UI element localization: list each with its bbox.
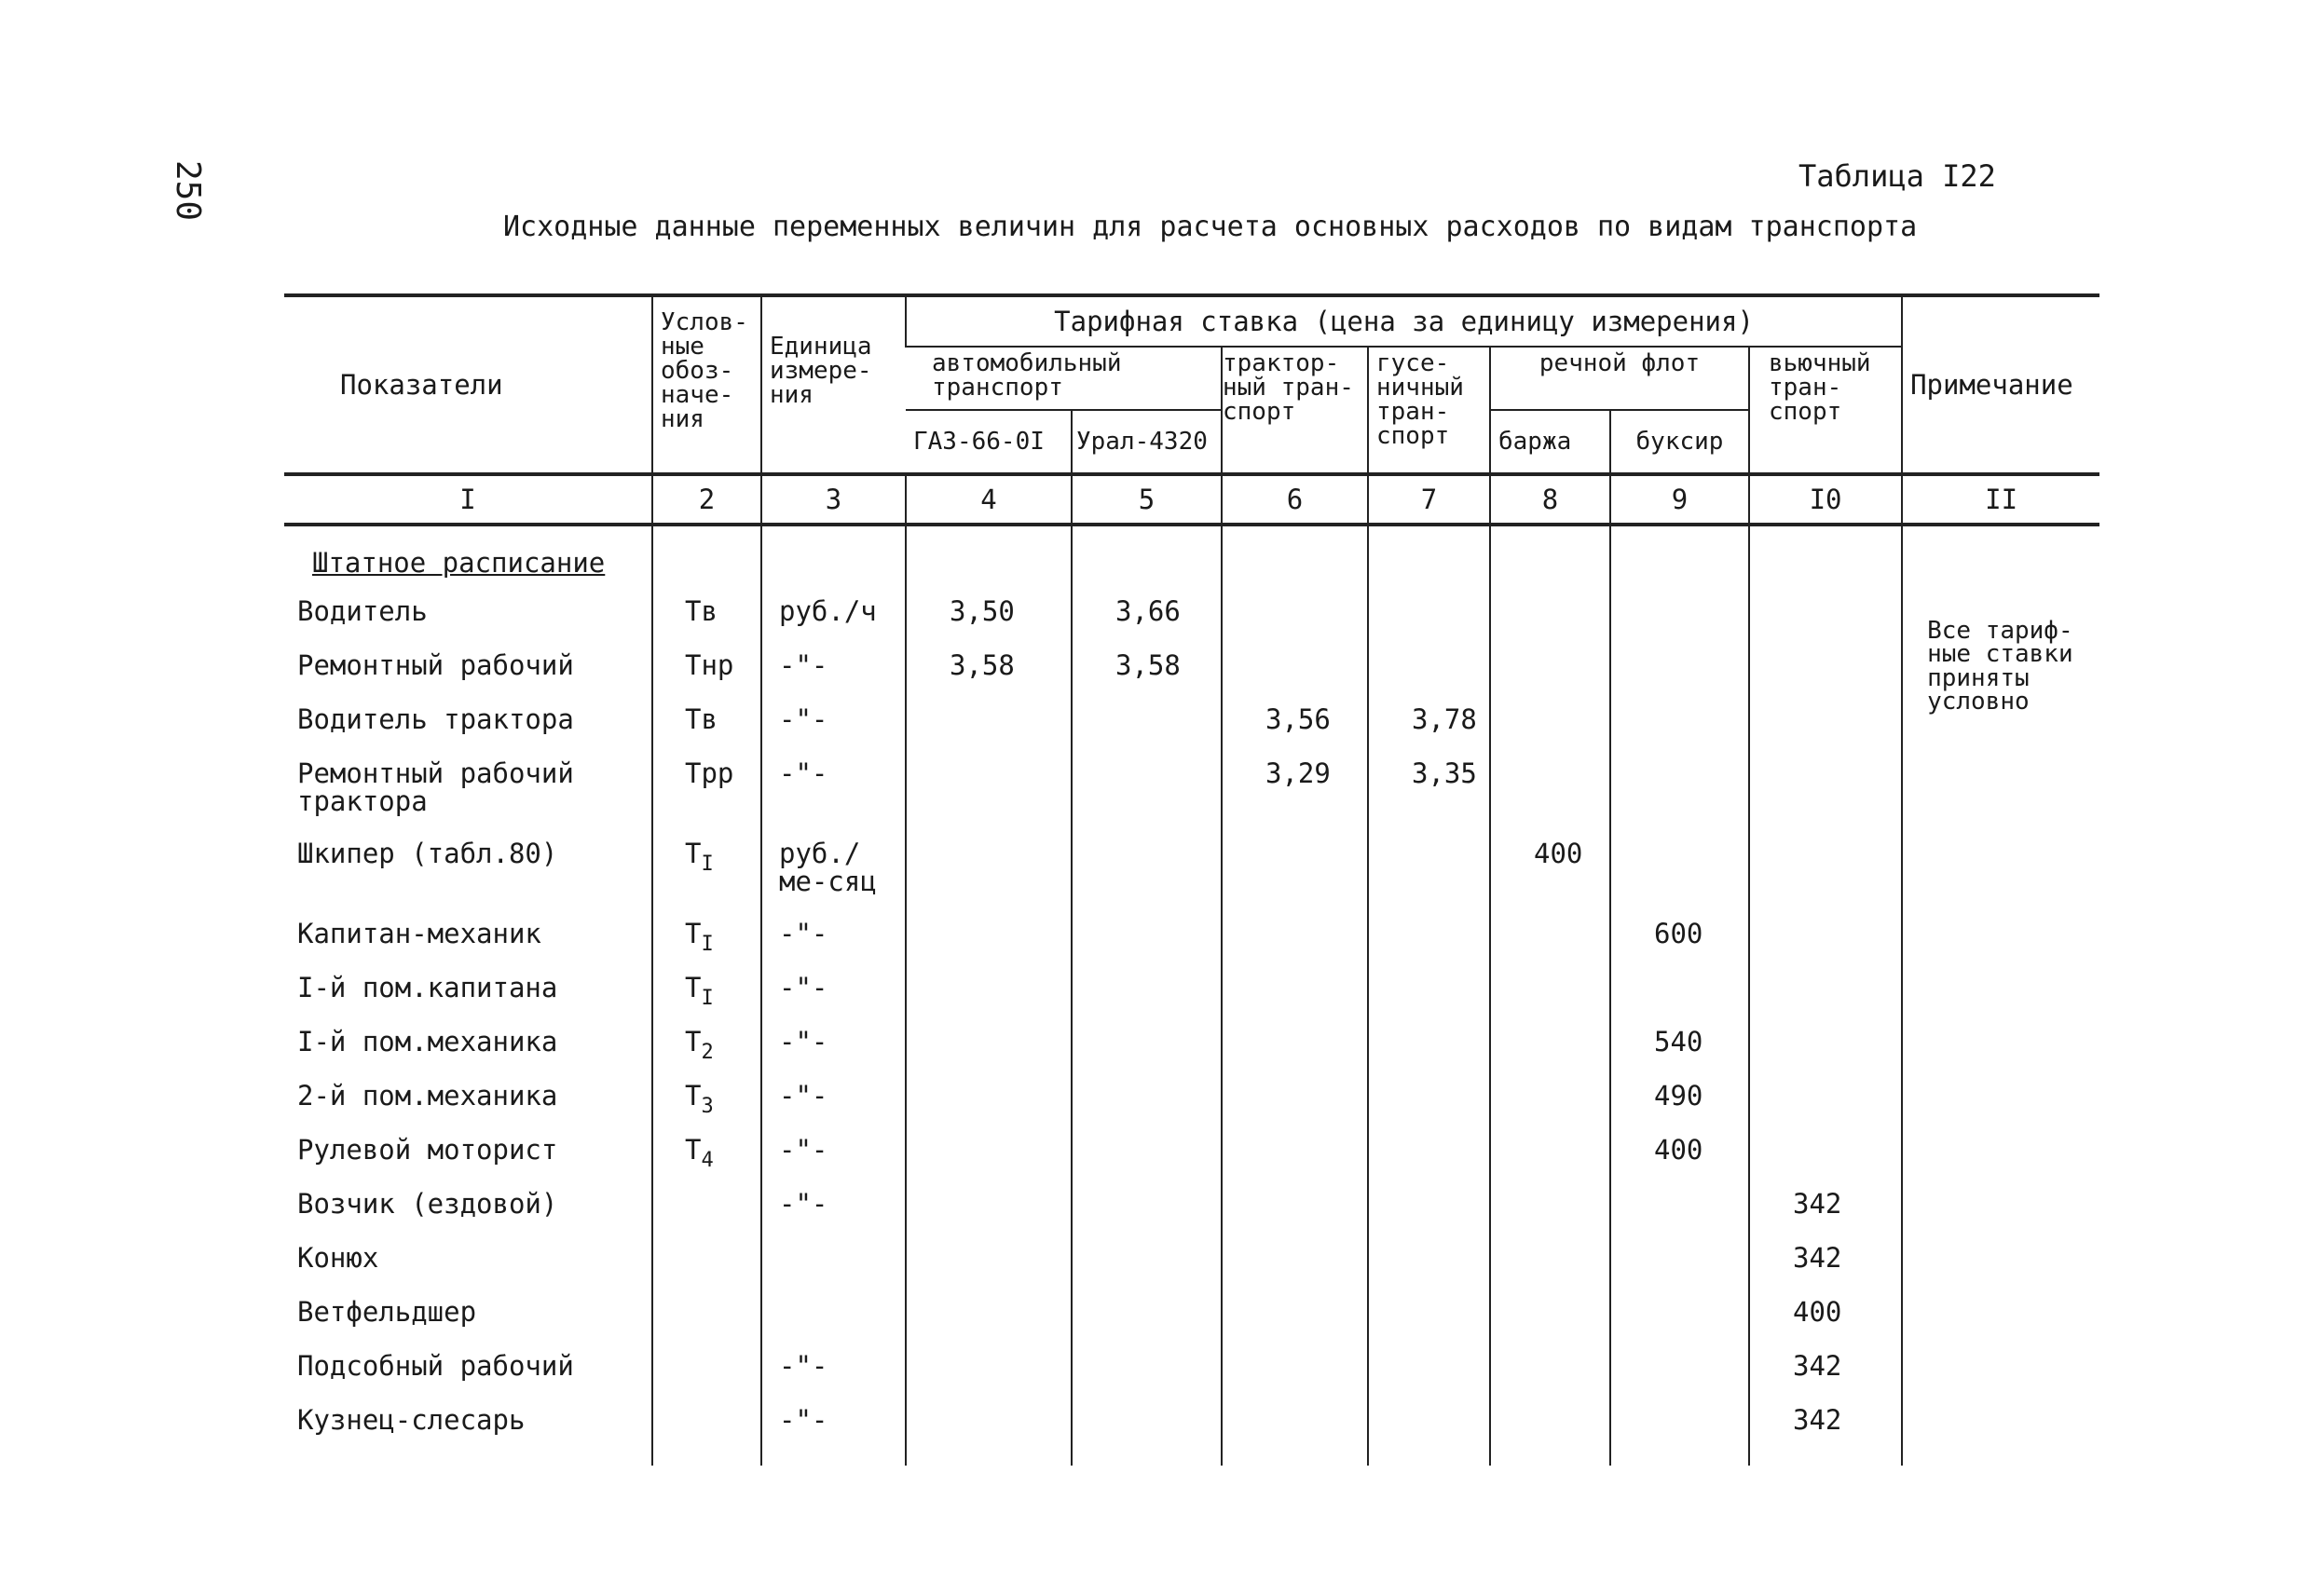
symbol-text: Трр [685, 757, 734, 789]
symbol-text: Тв [685, 595, 718, 627]
table-row [284, 1074, 2099, 1128]
tariff-value: 490 [1610, 1074, 1749, 1128]
tariff-value [906, 1236, 1072, 1290]
tariff-value [1368, 966, 1490, 1020]
table-row [284, 1344, 2099, 1398]
tariff-value [1610, 644, 1749, 698]
tariff-value [1072, 1074, 1222, 1128]
table-row [284, 590, 2099, 644]
tariff-value [1490, 1344, 1610, 1398]
table-row [284, 1236, 2099, 1290]
section-title: Штатное расписание [312, 547, 606, 579]
row-indicator: Водитель трактора [297, 703, 574, 735]
tariff-value [1749, 1074, 1902, 1128]
row-symbol [652, 832, 761, 912]
tariff-value [1368, 912, 1490, 966]
row-symbol [652, 1398, 761, 1466]
tariff-value: 400 [1490, 832, 1610, 912]
tariff-value: 342 [1749, 1344, 1902, 1398]
row-indicator: I-й пом.механика [297, 1026, 558, 1057]
tariff-value [1072, 966, 1222, 1020]
column-number: 3 [761, 474, 906, 525]
header-river-fleet: речной флот [1490, 347, 1749, 410]
tariff-value [906, 698, 1072, 752]
tariff-value [1610, 966, 1749, 1020]
header-auto-transport: автомобильный транспорт [906, 347, 1222, 410]
row-indicator: Ремонтный рабочий трактора [297, 757, 574, 818]
section-row [284, 525, 2099, 590]
tariff-value: 540 [1610, 1020, 1749, 1074]
header-caterpillar-transport: гусе-ничный тран-спорт [1368, 347, 1490, 474]
row-unit: -"- [761, 1398, 906, 1466]
tariff-value [1072, 1398, 1222, 1466]
row-indicator: Шкипер (табл.80) [297, 838, 558, 869]
symbol-text: Т [685, 1134, 702, 1166]
table-row [284, 1398, 2099, 1466]
row-indicator: Ремонтный рабочий [297, 649, 574, 681]
symbol-subscript: I [701, 987, 714, 1010]
tariff-value [1490, 1236, 1610, 1290]
row-unit [761, 1290, 906, 1344]
row-indicator: Ветфельдшер [297, 1296, 477, 1328]
row-unit [761, 1236, 906, 1290]
row-symbol [652, 1344, 761, 1398]
tariff-value [1368, 832, 1490, 912]
table-row [284, 832, 2099, 912]
tariff-value [1610, 832, 1749, 912]
symbol-text: Т [685, 972, 702, 1003]
table-label: Таблица I22 [1798, 158, 1996, 194]
row-symbol [652, 1020, 761, 1074]
tariff-value [1490, 966, 1610, 1020]
tariff-value [1368, 1128, 1490, 1182]
tariff-value [1368, 1020, 1490, 1074]
row-unit: -"- [761, 1128, 906, 1182]
tariff-value [1610, 1236, 1749, 1290]
tariff-value [1222, 644, 1368, 698]
tariff-value: 3,56 [1222, 698, 1368, 752]
tariff-value: 600 [1610, 912, 1749, 966]
row-unit: -"- [761, 644, 906, 698]
row-indicator: Подсобный рабочий [297, 1350, 574, 1382]
tariff-value [1490, 1020, 1610, 1074]
tariff-value [1072, 698, 1222, 752]
row-unit: -"- [761, 966, 906, 1020]
column-number: 2 [652, 474, 761, 525]
table-row [284, 966, 2099, 1020]
tariff-value [1222, 966, 1368, 1020]
symbol-subscript: I [701, 853, 714, 876]
tariff-value [1368, 590, 1490, 644]
tariff-value: 3,50 [906, 590, 1072, 644]
tariff-value [1490, 912, 1610, 966]
row-symbol [652, 912, 761, 966]
tariff-value [1072, 1344, 1222, 1398]
tariff-value [906, 1344, 1072, 1398]
table-row [284, 1290, 2099, 1344]
tariff-value [1222, 1344, 1368, 1398]
tariff-value [1222, 912, 1368, 966]
row-unit: -"- [761, 1020, 906, 1074]
header-symbols: Услов-ные обоз-наче-ния [652, 295, 761, 474]
tariff-value [906, 752, 1072, 832]
tariff-value [1368, 1182, 1490, 1236]
column-number: 9 [1610, 474, 1749, 525]
tariff-value [1610, 698, 1749, 752]
row-unit: -"- [761, 1182, 906, 1236]
tariff-value [1368, 1398, 1490, 1466]
row-symbol [652, 752, 761, 832]
tariff-value [906, 1182, 1072, 1236]
row-symbol [652, 644, 761, 698]
tariff-value [1610, 1344, 1749, 1398]
row-indicator: Водитель [297, 595, 428, 627]
row-symbol [652, 1182, 761, 1236]
column-number: I [284, 474, 652, 525]
symbol-text: Т [685, 838, 702, 869]
table-row [284, 698, 2099, 752]
tariff-value [1072, 1128, 1222, 1182]
tariff-value [1610, 1398, 1749, 1466]
header-tractor-transport: трактор-ный тран-спорт [1222, 347, 1368, 474]
column-number: 6 [1222, 474, 1368, 525]
row-indicator: Конюх [297, 1242, 379, 1274]
tariff-value [906, 966, 1072, 1020]
tariff-value [1490, 698, 1610, 752]
row-unit: -"- [761, 912, 906, 966]
table-body [284, 525, 2099, 1466]
tariff-value: 3,66 [1072, 590, 1222, 644]
tariff-value [1749, 966, 1902, 1020]
header-pack-transport: вьючный тран-спорт [1749, 347, 1902, 474]
row-indicator: Капитан-механик [297, 918, 541, 949]
symbol-text: Тнр [685, 649, 734, 681]
row-symbol [652, 1128, 761, 1182]
symbol-text: Т [685, 1080, 702, 1112]
tariff-value [1610, 1182, 1749, 1236]
symbol-text: Тв [685, 703, 718, 735]
tariff-value: 342 [1749, 1182, 1902, 1236]
tariff-value [1490, 644, 1610, 698]
tariff-value [1222, 1398, 1368, 1466]
variables-table [284, 293, 2099, 1466]
symbol-text: Т [685, 918, 702, 949]
row-symbol [652, 1074, 761, 1128]
table-row [284, 912, 2099, 966]
header-tug: буксир [1610, 410, 1749, 474]
row-unit: руб./ме-сяц [761, 832, 906, 912]
tariff-value [1749, 912, 1902, 966]
tariff-value [906, 1290, 1072, 1344]
tariff-value [1072, 1182, 1222, 1236]
header-ural: Урал-4320 [1072, 410, 1222, 474]
table-row [284, 644, 2099, 698]
header-note: Примечание [1902, 295, 2099, 474]
column-number: 8 [1490, 474, 1610, 525]
row-unit: руб./ч [761, 590, 906, 644]
header-indicators: Показатели [284, 295, 652, 474]
column-number: 4 [906, 474, 1072, 525]
tariff-value: 400 [1610, 1128, 1749, 1182]
tariff-value [1222, 1074, 1368, 1128]
tariff-value [1222, 1236, 1368, 1290]
row-indicator: I-й пом.капитана [297, 972, 558, 1003]
note-text: Все тариф-ные ставки приняты условно [1902, 525, 2099, 1466]
symbol-subscript: 4 [701, 1149, 714, 1172]
tariff-value [1490, 752, 1610, 832]
tariff-value [906, 1128, 1072, 1182]
header-unit: Единица измере-ния [761, 295, 906, 474]
tariff-value [1072, 1290, 1222, 1344]
column-number: II [1902, 474, 2099, 525]
tariff-value [1749, 644, 1902, 698]
row-symbol [652, 1290, 761, 1344]
column-number: 5 [1072, 474, 1222, 525]
table-row [284, 752, 2099, 832]
tariff-value [1490, 1290, 1610, 1344]
row-indicator: Возчик (ездовой) [297, 1188, 558, 1220]
tariff-value [906, 1074, 1072, 1128]
tariff-value [906, 1398, 1072, 1466]
table-row [284, 1020, 2099, 1074]
row-symbol [652, 1236, 761, 1290]
tariff-value: 342 [1749, 1236, 1902, 1290]
tariff-value [1368, 644, 1490, 698]
tariff-value: 3,58 [1072, 644, 1222, 698]
tariff-value [1368, 1236, 1490, 1290]
row-unit: -"- [761, 698, 906, 752]
row-unit: -"- [761, 1344, 906, 1398]
column-number: 7 [1368, 474, 1490, 525]
table-header [284, 295, 2099, 525]
row-symbol [652, 698, 761, 752]
tariff-value [1749, 1128, 1902, 1182]
tariff-value [1749, 752, 1902, 832]
table-row [284, 1128, 2099, 1182]
tariff-value [1222, 590, 1368, 644]
tariff-value [1072, 1020, 1222, 1074]
tariff-value: 342 [1749, 1398, 1902, 1466]
tariff-value [1072, 752, 1222, 832]
page-number: 250 [169, 160, 207, 222]
row-symbol [652, 590, 761, 644]
row-indicator: Рулевой моторист [297, 1134, 558, 1166]
tariff-value [1610, 752, 1749, 832]
tariff-value [1222, 1290, 1368, 1344]
tariff-value [1368, 1344, 1490, 1398]
tariff-value [1222, 1182, 1368, 1236]
tariff-value [1749, 698, 1902, 752]
document-title: Исходные данные переменных величин для расчета основных расходов по видам транспорта [503, 211, 1918, 243]
tariff-value [1490, 1074, 1610, 1128]
row-indicator: 2-й пом.механика [297, 1080, 558, 1112]
tariff-value: 3,35 [1368, 752, 1490, 832]
tariff-value [1072, 912, 1222, 966]
tariff-value: 3,78 [1368, 698, 1490, 752]
tariff-value [1490, 590, 1610, 644]
symbol-text: Т [685, 1026, 702, 1057]
tariff-value [1072, 1236, 1222, 1290]
symbol-subscript: 3 [701, 1095, 714, 1118]
tariff-value: 3,58 [906, 644, 1072, 698]
tariff-value [1610, 590, 1749, 644]
tariff-value [1490, 1128, 1610, 1182]
symbol-subscript: I [701, 933, 714, 956]
tariff-value [1749, 590, 1902, 644]
tariff-value [1749, 832, 1902, 912]
tariff-value [906, 912, 1072, 966]
tariff-value [1610, 1290, 1749, 1344]
header-tariff: Тарифная ставка (цена за единицу измерения) [906, 295, 1902, 347]
tariff-value [1749, 1020, 1902, 1074]
tariff-value [1368, 1074, 1490, 1128]
column-numbers-row [284, 474, 2099, 525]
tariff-value: 400 [1749, 1290, 1902, 1344]
tariff-value [1490, 1182, 1610, 1236]
tariff-value: 3,29 [1222, 752, 1368, 832]
row-unit: -"- [761, 1074, 906, 1128]
tariff-value [1490, 1398, 1610, 1466]
tariff-value [906, 1020, 1072, 1074]
tariff-value [1222, 832, 1368, 912]
tariff-value [906, 832, 1072, 912]
column-number: I0 [1749, 474, 1902, 525]
row-symbol [652, 966, 761, 1020]
row-indicator: Кузнец-слесарь [297, 1404, 526, 1436]
table-row [284, 1182, 2099, 1236]
symbol-subscript: 2 [701, 1041, 714, 1064]
header-gaz: ГАЗ-66-0I [913, 428, 1045, 456]
header-barge: баржа [1490, 410, 1610, 474]
tariff-value [1222, 1128, 1368, 1182]
row-unit: -"- [761, 752, 906, 832]
tariff-value [1368, 1290, 1490, 1344]
tariff-value [1072, 832, 1222, 912]
tariff-value [1222, 1020, 1368, 1074]
